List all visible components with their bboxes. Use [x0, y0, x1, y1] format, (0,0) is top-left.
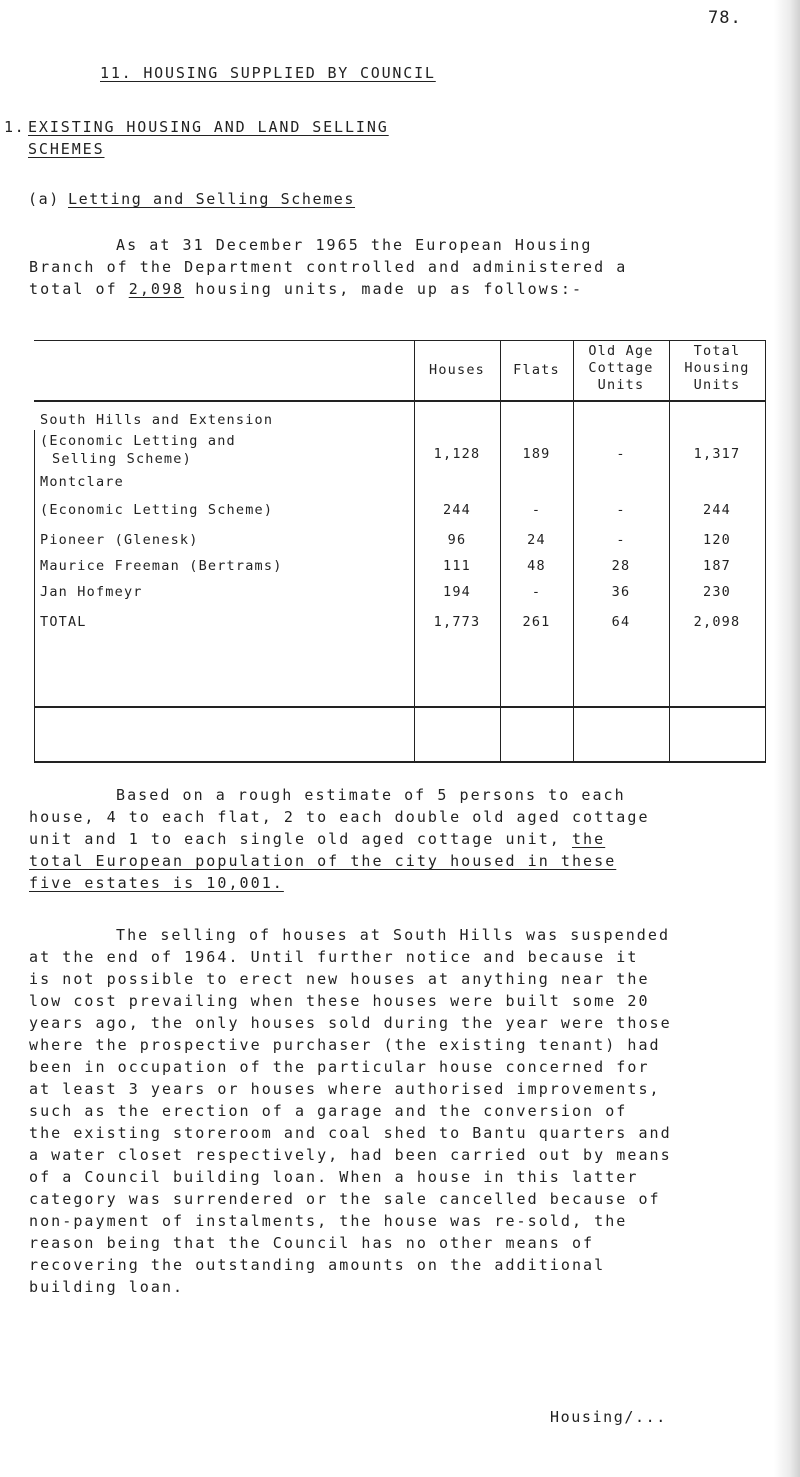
row-label: (Economic Letting Scheme) — [40, 502, 274, 518]
selling-line: low cost prevailing when these houses were built some 20 — [29, 992, 650, 1010]
cell-old-age: 28 — [611, 558, 631, 574]
sub-a-title: Letting and Selling Schemes — [68, 190, 356, 208]
cell-flats: - — [531, 584, 542, 600]
estimate-line-2: house, 4 to each flat, 2 to each double old aged cottage — [29, 808, 650, 826]
continuation-footer: Housing/... — [550, 1408, 667, 1426]
cell-houses: 96 — [447, 532, 467, 548]
cell-total: 120 — [703, 532, 731, 548]
selling-line: at least 3 years or houses where authorised improvements, — [29, 1080, 661, 1098]
row-label: Pioneer (Glenesk) — [40, 532, 199, 548]
cell-flats: 189 — [522, 446, 551, 462]
estimate-line-4: total European population of the city housed in these — [29, 852, 617, 870]
estimate-line-5: five estates is 10,001. — [29, 874, 284, 892]
sub-a-label: (a) — [28, 190, 60, 208]
cell-houses: 111 — [443, 558, 471, 574]
intro-line-1: As at 31 December 1965 the European Housing — [116, 236, 593, 254]
total-housing: 2,098 — [693, 614, 741, 630]
cell-houses: 244 — [443, 502, 471, 518]
selling-line: reason being that the Council has no other means of — [29, 1234, 595, 1252]
row-label: Jan Hofmeyr — [40, 584, 143, 600]
selling-line: at the end of 1964. Until further notice and because it — [29, 948, 639, 966]
estimate-line-3: unit and 1 to each single old aged cottage unit, the — [29, 830, 606, 848]
total-old-age: 64 — [611, 614, 631, 630]
estimate-line-1: Based on a rough estimate of 5 persons to each — [116, 786, 626, 804]
header-old-age: Old Age Cottage Units — [588, 343, 654, 393]
selling-line: such as the erection of a garage and the conversion of — [29, 1102, 628, 1120]
selling-line: of a Council building loan. When a house in this latter — [29, 1168, 639, 1186]
selling-line: category was surrendered or the sale cancelled because of — [29, 1190, 661, 1208]
selling-line: is not possible to erect new houses at anything near the — [29, 970, 650, 988]
selling-line: been in occupation of the particular house concerned for — [29, 1058, 650, 1076]
selling-line: The selling of houses at South Hills was suspended — [116, 926, 671, 944]
row-label: Montclare — [40, 474, 124, 490]
subsection-number: 1. — [4, 118, 26, 136]
selling-line: years ago, the only houses sold during the year were those — [29, 1014, 672, 1032]
cell-houses: 1,128 — [433, 446, 481, 462]
intro-line-3: total of 2,098 housing units, made up as follows:- — [29, 280, 584, 298]
selling-line: recovering the outstanding amounts on the additional — [29, 1256, 606, 1274]
total-houses: 1,773 — [433, 614, 481, 630]
cell-total: 244 — [703, 502, 731, 518]
scan-edge-shadow — [774, 0, 800, 1477]
cell-total: 230 — [703, 584, 731, 600]
total-label: TOTAL — [40, 614, 87, 630]
section-heading: 11. HOUSING SUPPLIED BY COUNCIL — [100, 64, 436, 82]
total-flats: 261 — [522, 614, 551, 630]
selling-line: building loan. — [29, 1278, 185, 1296]
selling-line: a water closet respectively, had been carried out by means — [29, 1146, 672, 1164]
header-flats: Flats — [513, 362, 560, 378]
intro-total-value: 2,098 — [128, 280, 185, 298]
subsection-title-line2: SCHEMES — [28, 140, 105, 158]
intro-line-2: Branch of the Department controlled and administered a — [29, 258, 628, 276]
selling-line: where the prospective purchaser (the existing tenant) had — [29, 1036, 661, 1054]
row-label: South Hills and Extension — [40, 412, 274, 428]
row-label: Maurice Freeman (Bertrams) — [40, 558, 283, 574]
header-total: Total Housing Units — [684, 343, 750, 393]
cell-total: 187 — [703, 558, 731, 574]
row-label: (Economic Letting and — [40, 433, 236, 449]
cell-old-age: 36 — [611, 584, 631, 600]
cell-old-age: - — [616, 532, 626, 548]
cell-flats: 48 — [527, 558, 546, 574]
cell-total: 1,317 — [693, 446, 741, 462]
selling-line: the existing storeroom and coal shed to Bantu quarters and — [29, 1124, 672, 1142]
cell-flats: 24 — [527, 532, 546, 548]
cell-flats: - — [531, 502, 542, 518]
cell-old-age: - — [616, 446, 626, 462]
subsection-title-line1: EXISTING HOUSING AND LAND SELLING — [28, 118, 389, 136]
row-label: Selling Scheme) — [52, 451, 192, 467]
page-number: 78. — [708, 8, 742, 28]
cell-old-age: - — [616, 502, 626, 518]
header-houses: Houses — [429, 362, 485, 378]
selling-line: non-payment of instalments, the house was re-sold, the — [29, 1212, 628, 1230]
cell-houses: 194 — [443, 584, 471, 600]
